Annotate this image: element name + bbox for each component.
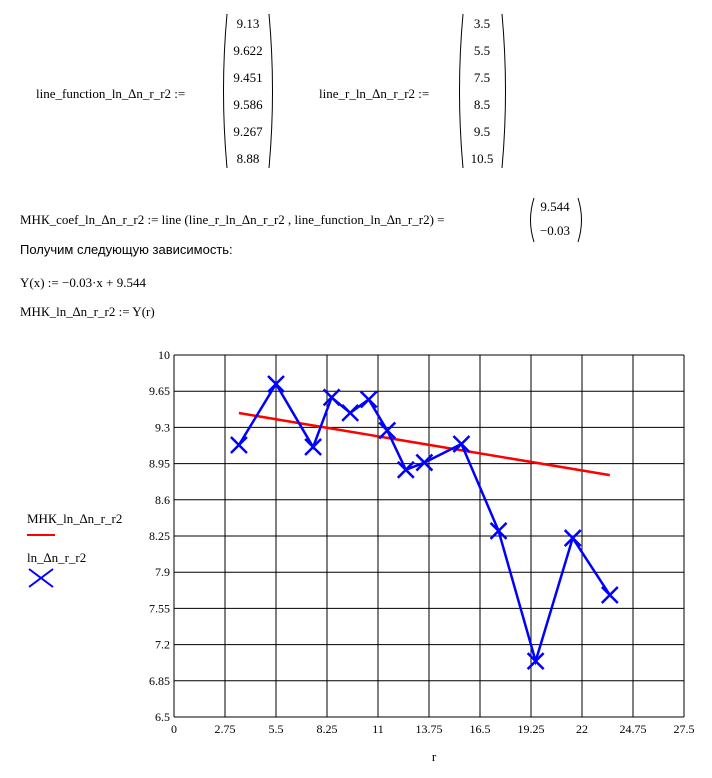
y-tick-label: 8.6 bbox=[155, 492, 170, 507]
coef-expression: МНК_coef_ln_∆n_r_r2 := line (line_r_ln_∆n_r_r2 , line_function_ln_∆n_r_r2) = bbox=[20, 212, 445, 227]
vector1-cell: 9.13 bbox=[236, 16, 260, 31]
vector2-cell: 3.5 bbox=[473, 16, 491, 31]
x-tick-label: 22 bbox=[576, 722, 588, 736]
y-tick-label: 10 bbox=[158, 348, 170, 362]
data-point-marker bbox=[416, 455, 432, 471]
data-series-line bbox=[239, 384, 610, 661]
data-point-marker bbox=[361, 391, 377, 407]
y-tick-label: 8.95 bbox=[149, 456, 170, 471]
x-tick-label: 8.25 bbox=[316, 722, 338, 736]
data-point-marker bbox=[602, 587, 618, 603]
vector1-cell: 9.586 bbox=[233, 97, 263, 112]
y-tick-label: 9.3 bbox=[155, 420, 170, 435]
data-point-marker bbox=[342, 405, 358, 421]
vector1-cell: 9.267 bbox=[233, 124, 263, 139]
y-tick-label: 7.2 bbox=[155, 637, 170, 652]
data-point-marker bbox=[528, 653, 544, 669]
data-point-marker bbox=[398, 462, 414, 478]
vector1-cell: 9.451 bbox=[233, 70, 263, 85]
x-tick-label: 24.75 bbox=[619, 722, 647, 736]
vector2-cell: 5.5 bbox=[473, 43, 491, 58]
x-axis-label: r bbox=[431, 749, 437, 764]
data-point-marker bbox=[231, 437, 247, 453]
coef-cell: 9.544 bbox=[540, 199, 570, 214]
vector1-cell: 9.622 bbox=[233, 43, 263, 58]
x-tick-label: 0 bbox=[171, 722, 177, 736]
x-tick-label: 5.5 bbox=[268, 722, 284, 736]
y-tick-label: 6.5 bbox=[155, 710, 170, 724]
legend-data-label: ln_∆n_r_r2 bbox=[27, 550, 87, 565]
x-tick-label: 11 bbox=[372, 722, 384, 736]
x-tick-label: 13.75 bbox=[415, 722, 443, 736]
vector2-cell: 10.5 bbox=[470, 151, 494, 166]
x-tick-label: 27.5 bbox=[673, 722, 695, 736]
y-tick-label: 7.9 bbox=[155, 565, 170, 580]
data-point-marker bbox=[379, 423, 395, 439]
data-point-marker bbox=[305, 439, 321, 455]
def-lhs-r: line_r_ln_∆n_r_r2 := bbox=[319, 86, 430, 101]
x-tick-label: 16.5 bbox=[469, 722, 491, 736]
y-tick-label: 8.25 bbox=[149, 529, 170, 543]
x-tick-label: 19.25 bbox=[517, 722, 545, 736]
formula-mnk: МНК_ln_∆n_r_r2 := Y(r) bbox=[20, 304, 155, 319]
vector2-cell: 9.5 bbox=[473, 124, 491, 139]
vector2-cell: 8.5 bbox=[473, 97, 491, 112]
y-tick-label: 7.55 bbox=[149, 601, 170, 616]
y-tick-label: 6.85 bbox=[149, 673, 170, 688]
x-tick-label: 2.75 bbox=[214, 722, 236, 736]
data-point-marker bbox=[565, 530, 581, 546]
fit-line bbox=[239, 413, 610, 475]
coef-cell: −0.03 bbox=[539, 223, 571, 238]
data-point-marker bbox=[324, 389, 340, 405]
y-tick-label: 9.65 bbox=[149, 384, 170, 399]
vector1-cell: 8.88 bbox=[236, 151, 260, 166]
explanation-text: Получим следующую зависимость: bbox=[20, 242, 233, 257]
legend-fit-label: МНК_ln_∆n_r_r2 bbox=[27, 511, 123, 526]
vector2-cell: 7.5 bbox=[473, 70, 491, 85]
def-lhs-function: line_function_ln_∆n_r_r2 := bbox=[36, 86, 186, 101]
formula-y: Y(x) := −0.03·x + 9.544 bbox=[20, 275, 146, 290]
